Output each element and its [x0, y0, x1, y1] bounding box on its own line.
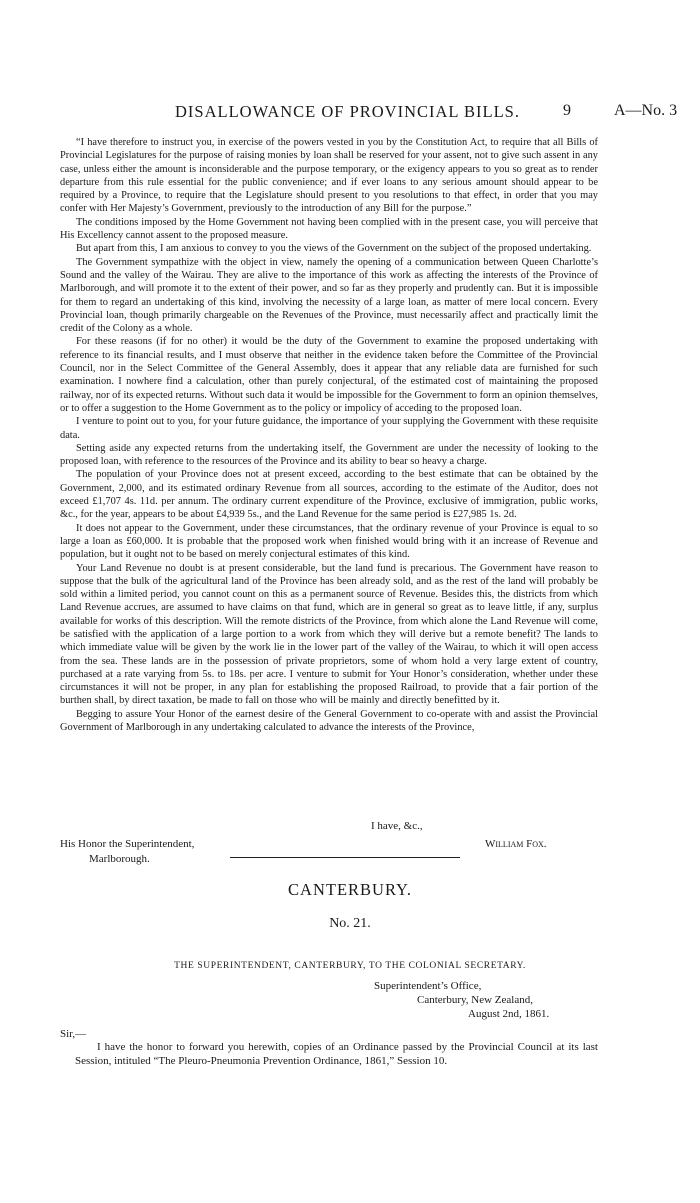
salutation: Sir,— [60, 1028, 87, 1040]
paragraph: But apart from this, I am anxious to convey to you the views of the Government on the subject of the proposed undertaking. [76, 243, 592, 255]
running-title: DISALLOWANCE OF PROVINCIAL BILLS. [175, 102, 520, 121]
paragraph: It does not appear to the Government, under these circumstances, that the ordinary revenue of your Province is equal to so large a loan as £60,000. It is probable that the proposed work when finished would bring with it an increase of Revenue and population, but it ought not to be based on merely conjectural estimates of this kind. [60, 522, 598, 561]
addressee-place: Marlborough. [89, 853, 150, 865]
second-letter-body [75, 1040, 598, 1068]
paragraph: Setting aside any expected returns from the undertaking itself, the Government are under the necessity of looking to the proposed loan, with reference to the resources of the Province and its ability to bear so heavy a charge. [60, 442, 598, 468]
letter-date: August 2nd, 1861. [468, 1008, 550, 1020]
office-address-line: Superintendent’s Office, [374, 980, 482, 992]
letter-body [60, 136, 598, 734]
paragraph: Your Land Revenue no doubt is at present considerable, but the land fund is precarious. The Government have reason to suppose that the bulk of the agricultural land of the Province has been already sold, and as the rest of the land will probably be sold within a limited period, you cannot count on this as a permanent source of Revenue. Besides this, the districts from which Land Revenue accrues, are assumed to have claims on that fund, which are in general so great as to leave little, if any, surplus available for works of this description. Will the remote districts of the Province, from which alone the Land Revenue will come, be satisfied with the application of a large portion to a work from which they will derive but a remote benefit? The lands to which immediate value will be given by the work lie in the lower part of the valley of the Wairau, to which it will open access from the sea. These lands are in the possession of private proprietors, some of whom hold a very large extent of country, purchased at a rate varying from 5s. to 18s. per acre. I venture to submit for Your Honor’s consideration, whether under these circumstances it will not be proper, in any plan for establishing the proposed Railroad, to provide that a fair portion of the burthen shall, by direct taxation, be made to fall on those who will be mainly and directly benefitted by it. [60, 562, 598, 707]
document-number: No. 21. [329, 916, 371, 931]
section-title: CANTERBURY. [288, 880, 412, 899]
page-number: 9 [563, 102, 571, 119]
paragraph: The conditions imposed by the Home Government not having been complied with in the present case, you will perceive that His Excellency cannot assent to the proposed measure. [60, 216, 598, 242]
signature: William Fox. [485, 838, 547, 850]
addressee-title: His Honor the Superintendent, [60, 838, 195, 850]
section-divider [230, 857, 460, 858]
paragraph: I have the honor to forward you herewith, copies of an Ordinance passed by the Provincial Council at its last Session, intituled “The Pleuro-Pneumonia Prevention Ordinance, 1861,” Session 10. [75, 1041, 598, 1067]
paragraph: The Government sympathize with the object in view, namely the opening of a communication between Queen Charlotte’s Sound and the valley of the Wairau. They are alive to the importance of this work as affecting the interests of the Province of Marlborough, and will promote it to the extent of their power, and so far as they properly and prudently can. But it is impossible for them to regard an undertaking of this kind, involving the necessity of a large loan, as matter of mere local concern. Every Provincial loan, though primarily chargeable on the Revenues of the Province, must necessarily affect and practically limit the credit of the Colony as a whole. [60, 256, 598, 335]
paragraph: Begging to assure Your Honor of the earnest desire of the General Government to co-operate with and assist the Provincial Government of Marlborough in any undertaking calculated to advance the interests of the Province, [60, 708, 598, 734]
letter-closing [60, 820, 598, 880]
office-address-line: Canterbury, New Zealand, [417, 994, 533, 1006]
closing-phrase: I have, &c., [371, 820, 423, 832]
correspondence-heading: THE SUPERINTENDENT, CANTERBURY, TO THE COLONIAL SECRETARY. [174, 961, 526, 971]
paragraph: The population of your Province does not at present exceed, according to the best estimate that can be obtained by the Government, 2,000, and its estimated ordinary Revenue from all sources, according to the estimate of the Auditor, does not exceed £1,707 4s. 11d. per annum. The ordinary current expenditure of the Province, exclusive of immigration, public works, &c., for the year, appears to be about £4,939 5s., and the Land Revenue for the same period is £27,985 1s. 2d. [60, 469, 598, 521]
document-reference: A—No. 3 [614, 102, 678, 119]
paragraph: I venture to point out to you, for your future guidance, the importance of your supplying the Government with these requisite data. [60, 416, 598, 441]
paragraph: For these reasons (if for no other) it would be the duty of the Government to examine the proposed undertaking with reference to its financial results, and I must observe that neither in the evidence taken before the Committee of the Provincial Council, nor in the Select Committee of the General Assembly, does it appear that any reliable data are furnished for such examination. I nowhere find a calculation, other than purely conjectural, of the estimated cost of maintaining the proposed railway, nor of its expected returns. Without such data it would be impossible for the Government to form an opinion themselves, or to offer a suggestion to the Home Government as to the policy or impolicy of acceding to the proposed loan. [60, 336, 598, 414]
paragraph: “I have therefore to instruct you, in exercise of the powers vested in you by the Constitution Act, to require that all Bills of Provincial Legislatures for the purpose of raising monies by loan shall be reserved for your assent, not to give such assent in any case, unless either the amount is inconsiderable and the purpose temporary, or the exigency appears to you so great as to render departure from this rule essential for the public convenience; and if ever loans to any serious amount should appear to be required by a Province, to require that the Legislature should present to you resolutions to that effect, in order that you may confer with Her Majesty’s Government, previously to the introduction of any Bill for the purpose.” [60, 137, 598, 215]
page-header [0, 102, 700, 126]
